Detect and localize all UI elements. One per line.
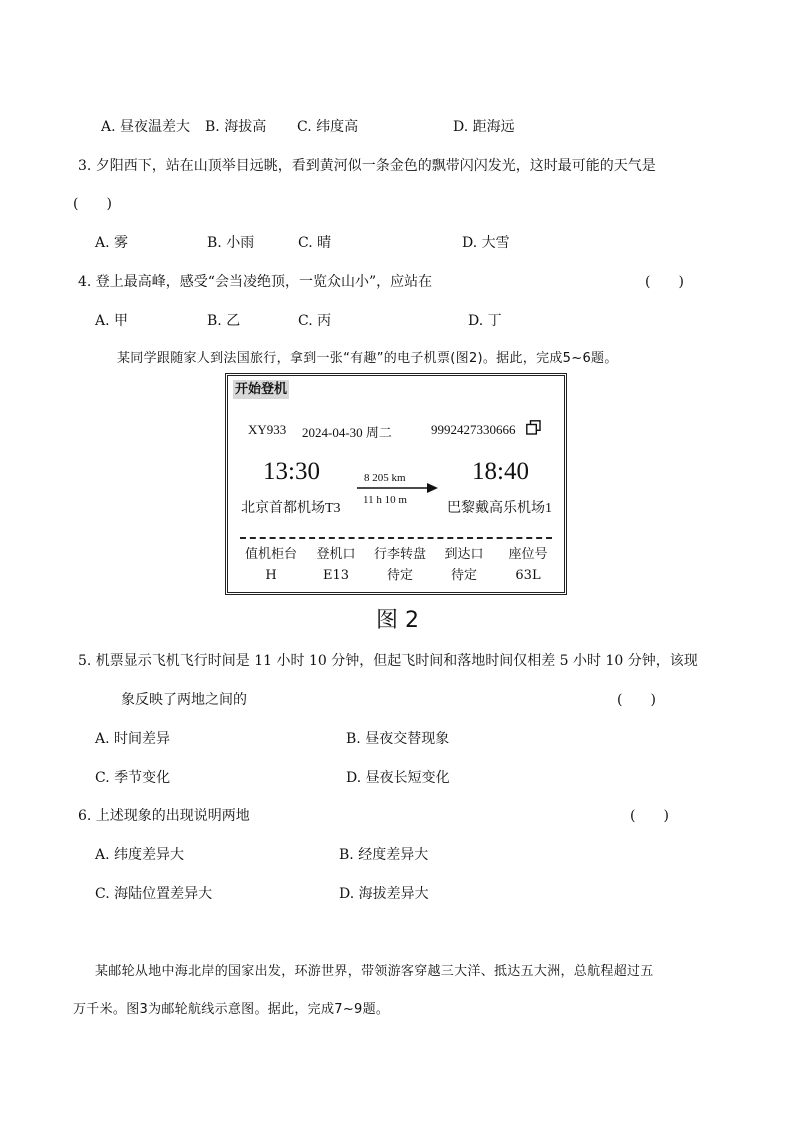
q3-answer-paren: ( ) bbox=[73, 196, 112, 212]
q3-option-a: A. 雾 bbox=[95, 235, 129, 251]
ticket-col-exit-label: 到达口 bbox=[444, 547, 484, 562]
ticket-col-checkin-label: 值机柜台 bbox=[244, 547, 297, 562]
q4-stem: 4. 登上最高峰，感受“会当凌绝顶，一览众山小”，应站在 bbox=[78, 274, 433, 290]
q2-option-a: A. 昼夜温差大 bbox=[101, 119, 191, 135]
q6-stem: 6. 上述现象的出现说明两地 bbox=[78, 808, 250, 824]
intro-q7-9-line1: 某邮轮从地中海北岸的国家出发，环游世界，带领游客穿越三大洋、抵达五大洲，总航程超过五 bbox=[95, 964, 654, 979]
intro-q5-6: 某同学跟随家人到法国旅行，拿到一张“有趣”的电子机票(图2)。据此，完成5~6题。 bbox=[117, 351, 618, 366]
flight-arrow-icon bbox=[357, 482, 439, 494]
q6-option-c: C. 海陆位置差异大 bbox=[95, 886, 213, 902]
arrival-airport: 巴黎戴高乐机场1 bbox=[447, 501, 552, 516]
q4-option-a: A. 甲 bbox=[95, 313, 129, 329]
q2-option-b: B. 海拔高 bbox=[205, 119, 267, 135]
q2-option-d: D. 距海远 bbox=[453, 119, 515, 135]
q4-option-c: C. 丙 bbox=[298, 313, 332, 329]
ticket-col-seat-value: 63L bbox=[515, 568, 541, 583]
q4-answer-paren: ( ) bbox=[645, 274, 684, 290]
q5-stem-line2: 象反映了两地之间的 bbox=[121, 692, 247, 708]
q5-option-c: C. 季节变化 bbox=[95, 770, 171, 786]
e-ticket-figure bbox=[225, 373, 567, 595]
flight-duration: 11 h 10 m bbox=[363, 494, 407, 506]
q2-option-c: C. 纬度高 bbox=[297, 119, 359, 135]
q5-answer-paren: ( ) bbox=[617, 692, 656, 708]
q4-option-b: B. 乙 bbox=[207, 313, 241, 329]
flight-number: XY933 bbox=[248, 422, 287, 437]
q5-option-d: D. 昼夜长短变化 bbox=[346, 770, 450, 786]
q3-stem: 3. 夕阳西下，站在山顶举目远眺，看到黄河似一条金色的飘带闪闪发光，这时最可能的天气是 bbox=[78, 158, 656, 174]
ticket-col-baggage-value: 待定 bbox=[386, 568, 413, 583]
ticket-col-exit-value: 待定 bbox=[450, 568, 477, 583]
q3-option-b: B. 小雨 bbox=[207, 235, 255, 251]
ticket-col-gate-label: 登机口 bbox=[316, 547, 356, 562]
q6-option-b: B. 经度差异大 bbox=[339, 847, 429, 863]
ticket-col-baggage-label: 行李转盘 bbox=[373, 547, 426, 562]
ticket-col-gate-value: E13 bbox=[322, 568, 350, 583]
copy-icon bbox=[526, 420, 541, 435]
q3-option-d: D. 大雪 bbox=[462, 235, 510, 251]
q5-option-a: A. 时间差异 bbox=[95, 731, 171, 747]
arrival-time: 18:40 bbox=[472, 458, 529, 485]
q3-option-c: C. 晴 bbox=[298, 235, 332, 251]
ticket-col-checkin-value: H bbox=[265, 568, 277, 583]
q6-option-d: D. 海拔差异大 bbox=[339, 886, 429, 902]
q6-option-a: A. 纬度差异大 bbox=[95, 847, 185, 863]
ticket-number: 9992427330666 bbox=[431, 422, 516, 437]
q5-stem-line1: 5. 机票显示飞机飞行时间是 11 小时 10 分钟，但起飞时间和落地时间仅相差 5 小时 10 分钟，该现 bbox=[78, 653, 698, 669]
q5-option-b: B. 昼夜交替现象 bbox=[346, 731, 450, 747]
ticket-header: 开始登机 bbox=[235, 382, 288, 397]
q6-answer-paren: ( ) bbox=[630, 808, 669, 824]
flight-distance: 8 205 km bbox=[364, 472, 406, 484]
figure-caption: 图 2 bbox=[376, 608, 419, 633]
departure-time: 13:30 bbox=[263, 458, 320, 485]
ticket-divider bbox=[240, 537, 552, 539]
q4-option-d: D. 丁 bbox=[468, 313, 502, 329]
intro-q7-9-line2: 万千米。图3为邮轮航线示意图。据此，完成7~9题。 bbox=[73, 1002, 390, 1017]
ticket-col-seat-label: 座位号 bbox=[508, 547, 548, 562]
flight-date: 2024-04-30 周二 bbox=[302, 425, 392, 440]
departure-airport: 北京首都机场T3 bbox=[241, 501, 341, 516]
